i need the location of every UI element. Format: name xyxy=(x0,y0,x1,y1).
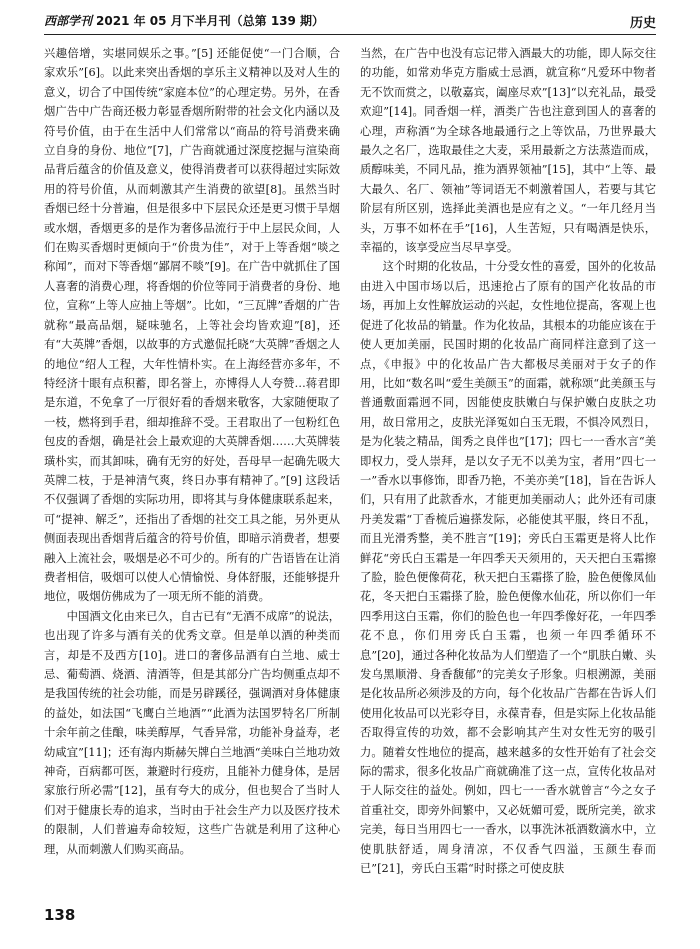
paragraph: 兴趣倍增，实堪同娱乐之事。”[5] 还能促使“一门合顺，合家欢乐”[6]。以此来突出香烟的享乐主义精神以及对人生的意义，切合了中国传统“家庭本位”的心理定势。另外，在香烟广告中广告商还极力彰显香烟所附带的社会文化内涵以及符号价值，由于在生活中人们常常以“商品的符号消费来确立自身的身份、地位”[7]，广告商就通过深度挖掘与渲染商品背后蕴含的价值及意义，使得消费者可以获得超过实际效用的符号价值，从而刺激其产生消费的欲望[8]。虽然当时香烟已经十分普遍，但是很多中下层民众还是更习惯于旱烟或水烟，香烟更多的是作为奢侈品流行于中上层民众间，人们在购买香烟时更倾向于“价贵为佳”，对于上等香烟“啖之称闻”，而对下等香烟“鄙屑不啖”[9]。在广告中就抓住了国人喜奢的消费心理，将香烟的价位等同于消费者的身份、地位，宣称“上等人应抽上等烟”。比如，“三瓦牌”香烟的广告就称“最高品烟，疑味驰名，上等社会均皆欢迎”[8]，还有“大英牌”香烟，以故事的方式邀侃托晓“大英牌”香烟之人的地位“绍人工程，大年性情朴实。在上海经营亦多年，不特经济十眼有点积蓄，即名誉上，亦博得人人夸赞…蒋君即是东道，不免拿了一厅很好看的香烟来敬客，大家随便取了一枝，燃将到手君，细却推辞不受。王君取出了一包粉红色包皮的香烟，确是社会上最欢迎的大英牌香烟……大英牌装璜朴实，而其卸味，确有无穷的好处，吾母早一起确先吸大英牌二枝，于是神清气爽，终日办事有精神了。”[9] 这段话不仅强调了香烟的实际功用，即将其与身体健康联系起来，可“提神、解乏”，还指出了香烟的社交工具之能，另外更从侧面表现出香烟背后蕴含的符号价值，即暗示消费者，想要融入上流社会，吸烟是必不可少的。所有的广告语皆在让消费者相信，吸烟可以使人心情愉悦、身体舒服，还能够提升地位，吸烟仿佛成为了一项无所不能的消费。 xyxy=(44,47,340,604)
right-column xyxy=(360,44,671,902)
section-label: 历史 xyxy=(629,16,656,31)
journal-title xyxy=(44,12,324,29)
paragraph: 中国酒文化由来已久，自古已有“无酒不成席”的说法，也出现了许多与酒有关的优秀文章。但是单以酒的种类而言，却是不及西方[10]。进口的奢侈品酒有白兰地、威士忌、葡萄酒、烧酒、清酒等，但是其部分广告均侧重点却不是我国传统的社会功能，而是另辟蹊径，强调酒对身体健康的益处，如法国“飞鹰白兰地酒”“此酒为法国罗特名厂所制十余年前之佳酿，味美醇厚，气香异常，功能补身益寿，老幼咸宜”[11]；还有海内斯赫矢牌白兰地酒“美味白兰地功效神奇，百病都可医，兼避时行疫疠，且能补力健身体，是居家旅行所必需”[12]，虽有夸大的成分，但也契合了当时人们对于健康长寿的追求，当时由于社会生产力以及医疗技术的限制，人们普遍寿命较短，这些广告就是利用了这种心理，从而刺激人们购买商品。 xyxy=(44,609,340,856)
journal-name: 西部学刊 xyxy=(44,14,93,28)
left-column xyxy=(44,44,340,902)
running-header xyxy=(44,12,656,34)
page-number: 138 xyxy=(44,906,76,924)
header-divider xyxy=(44,34,656,35)
journal-issue: 2021 年 05 月下半月刊（总第 139 期） xyxy=(96,14,325,28)
paragraph: 这个时期的化妆品，十分受女性的喜爱，国外的化妆品由进入中国市场以后，迅速抢占了原有的国产化妆品的市场，再加上女性解放运动的兴起，女性地位提高，客观上也促进了化妆品的销量。作为化妆品，其根本的功能应该在于使人更加美丽，民国时期的化妆品广商同样注意到了这一点，《申报》中的化妆品广告大都极尽美丽对于女子的作用，比如“数名叫“爱生美颜玉”的面霜，就称颂“此美颜玉与普通敷面霜迥不同，因能使皮肤嫩白与保护嫩白皮肤之功用，故日常用之，皮肤光泽冤如白玉无瑕，不惧冷风烈日，是为化装之精品，闺秀之良伴也”[17]；四七一一香水言“美即权力，受人崇拜，是以女子无不以美为宝，者用”四七一一”香水以事修饰，即香乃艳，不美亦美”[18]，旨在告诉人们，只有用了此款香水，才能更加美丽动人；此外还有司康丹美发霜“丁香梳后遍搽发际，必能使其平服，终日不乱，而且光滑秀整，美不胜言”[19]；旁氏白玉霜更是将人比作鲜花“旁氏白玉霜是一年四季天天须用的，天天把白玉霜擦了脸，脸色便像荷花，秋天把白玉霜搽了脸，脸色便像凤仙花，冬天把白玉霜搽了脸，脸色便像水仙花，所以你们一年四季用这白玉霜，你们的脸色也一年四季像好花，一年四季 花不息，你们用旁氏白玉霜，也须一年四季循环不息”[20]，通过各种化妆品为人们塑造了一个“肌肤白嫩、头发乌黑顺滑、身香馥郁”的完美女子形象。归根溯源，美丽是化妆品所必须涉及的方向，每个化妆品广告都在告诉人们使用化妆品可以光彩夺目，永葆青春，但是实际上化妆品能否取得宣传的功效，都不会影响其产生对女性无穷的吸引力。随着女性地位的提高，越来越多的女性开始有了社会交际的需求，很多化妆品广商就确准了这一点，宣传化妆品对于人际交往的益处。例如，四七一一香水就曾言“今之女子首重社交，即旁外间繁中，又必妩媚可爱，既所完美，欲求完美，每日当用四七一一香水，以事洗沐祇酒数滴水中，立使肌肤舒适，周身清凉，不仅香气四溢，玉颜生春而已”[21]，旁氏白玉霜“时时搽之可使皮肤 xyxy=(360,260,671,876)
paragraph: 当然，在广告中也没有忘记带入酒最大的功能，即人际交往的功能，如常劝华克方脂威士忌酒，就宣称“凡爱环中物者无不饮而赏之，以敬嘉宾，阖座尽欢”[13]“以充礼品，最受欢迎”[14]。同香烟一样，酒类广告也注意到国人的喜奢的心理，声称酒“为全球各地最通行之上等饮品，乃世界最大最久之名厂，选取最佳之大麦，采用最新之方法蒸造而成，质醇味美，不同凡品，推为酒界领袖”[15]，其中“上等、最大最久、名厂、领袖”等词语无不刺激着国人，若要与其它阶层有所区别，选择此美酒也是应有之义。“一年几经月当头，万事不如杯在手”[16]，人生苦短，只有喝酒是快乐，幸福的，该享受应当尽早享受。 xyxy=(360,47,656,255)
